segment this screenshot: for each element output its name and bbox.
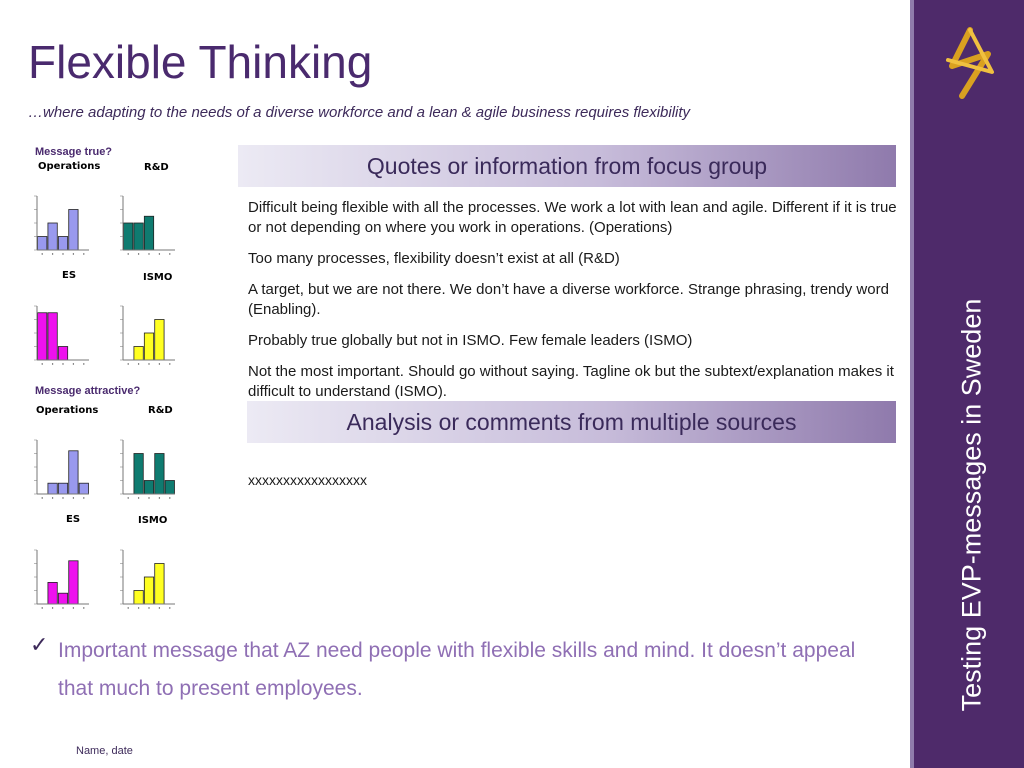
bar: [144, 333, 153, 360]
x-tick: [73, 497, 74, 498]
checkmark-icon: ✓: [30, 632, 49, 657]
company-logo-icon: [940, 26, 1000, 100]
x-tick: [62, 497, 63, 498]
bar: [144, 481, 153, 495]
bar: [38, 313, 47, 360]
x-tick: [169, 253, 170, 254]
quotes-list: [248, 198, 898, 413]
bar: [134, 347, 143, 361]
bar: [134, 591, 143, 605]
x-tick: [159, 363, 160, 364]
chart-title-rnd-true: R&D: [144, 162, 169, 173]
focus-group-header: Quotes or information from focus group: [238, 145, 896, 187]
bar: [48, 313, 57, 360]
x-tick: [169, 363, 170, 364]
bar: [48, 483, 57, 494]
bar: [155, 454, 164, 495]
x-tick: [169, 607, 170, 608]
sidebar-divider: [910, 0, 914, 768]
bar: [134, 223, 143, 250]
page-title: Flexible Thinking: [28, 36, 373, 88]
chart-title-rnd-attractive: R&D: [148, 405, 173, 416]
message-true-label: Message true?: [35, 146, 113, 158]
quote-item: A target, but we are not there. We don’t have a diverse workforce. Strange phrasing, trendy word (Enabling).: [248, 281, 889, 318]
x-tick: [159, 497, 160, 498]
x-tick: [148, 253, 149, 254]
x-tick: [52, 253, 53, 254]
analysis-header: Analysis or comments from multiple sources: [247, 401, 896, 443]
bar: [155, 320, 164, 361]
bar: [134, 454, 143, 495]
bar-chart-rnd-attractive: [114, 436, 182, 502]
quote-item: Not the most important. Should go without saying. Tagline ok but the subtext/explanation makes it difficult to understand (ISMO).: [248, 363, 894, 400]
bar: [155, 564, 164, 605]
footer-name-date: Name, date: [76, 745, 133, 757]
chart-title-ismo-attractive: ISMO: [138, 515, 168, 526]
x-tick: [83, 363, 84, 364]
x-tick: [52, 497, 53, 498]
x-tick: [83, 497, 84, 498]
chart-title-es-true: ES: [62, 270, 77, 281]
x-tick: [159, 253, 160, 254]
bar: [48, 223, 57, 250]
x-tick: [42, 497, 43, 498]
x-tick: [42, 607, 43, 608]
bar-chart-es-true: [28, 302, 96, 368]
chart-title-ismo-true: ISMO: [143, 272, 173, 283]
x-tick: [169, 497, 170, 498]
bar-chart-ismo-attractive: [114, 546, 182, 612]
conclusion-text: Important message that AZ need people with flexible skills and mind. It doesn’t appeal that much to present employees.: [58, 639, 856, 700]
chart-title-operations-attractive: Operations: [36, 405, 99, 416]
x-tick: [73, 607, 74, 608]
x-tick: [138, 253, 139, 254]
quote-item: Too many processes, flexibility doesn’t exist at all (R&D): [248, 250, 620, 267]
bar: [58, 347, 67, 361]
x-tick: [138, 497, 139, 498]
x-tick: [62, 253, 63, 254]
x-tick: [42, 363, 43, 364]
x-tick: [138, 363, 139, 364]
message-attractive-label: Message attractive?: [35, 385, 141, 397]
sidebar-title: [929, 290, 1015, 720]
bar-chart-rnd-true: [114, 192, 182, 258]
quote-item: Probably true globally but not in ISMO. Few female leaders (ISMO): [248, 332, 693, 349]
x-tick: [148, 363, 149, 364]
bar: [79, 483, 88, 494]
x-tick: [52, 363, 53, 364]
page-subtitle: …where adapting to the needs of a diverse workforce and a lean & agile business requires flexibility: [28, 104, 691, 121]
x-tick: [148, 607, 149, 608]
chart-title-es-attractive: ES: [66, 514, 81, 525]
sidebar-title-text: Testing EVP-messages in Sweden: [956, 298, 987, 712]
bar-chart-operations-attractive: [28, 436, 96, 502]
bar: [48, 582, 57, 604]
x-tick: [128, 607, 129, 608]
bar-chart-operations-true: [28, 192, 96, 258]
x-tick: [159, 607, 160, 608]
bar: [165, 481, 174, 495]
bar: [58, 483, 67, 494]
bar: [144, 216, 153, 250]
x-tick: [128, 497, 129, 498]
x-tick: [62, 363, 63, 364]
x-tick: [73, 363, 74, 364]
bar: [69, 561, 78, 604]
x-tick: [73, 253, 74, 254]
x-tick: [83, 607, 84, 608]
x-tick: [128, 363, 129, 364]
x-tick: [83, 253, 84, 254]
bar: [144, 577, 153, 604]
x-tick: [62, 607, 63, 608]
x-tick: [138, 607, 139, 608]
bar: [58, 593, 67, 604]
chart-title-operations-true: Operations: [38, 161, 101, 172]
bar: [69, 210, 78, 251]
quote-item: Difficult being flexible with all the processes. We work a lot with lean and agile. Different if it is true or not depending on where you work in operations. (Operations): [248, 199, 897, 236]
analysis-text: xxxxxxxxxxxxxxxxx: [248, 472, 367, 488]
x-tick: [52, 607, 53, 608]
bar: [58, 237, 67, 251]
bar-chart-ismo-true: [114, 302, 182, 368]
x-tick: [42, 253, 43, 254]
bar-chart-es-attractive: [28, 546, 96, 612]
x-tick: [128, 253, 129, 254]
x-tick: [148, 497, 149, 498]
bar: [69, 451, 78, 494]
bar: [124, 223, 133, 250]
bar: [38, 237, 47, 251]
